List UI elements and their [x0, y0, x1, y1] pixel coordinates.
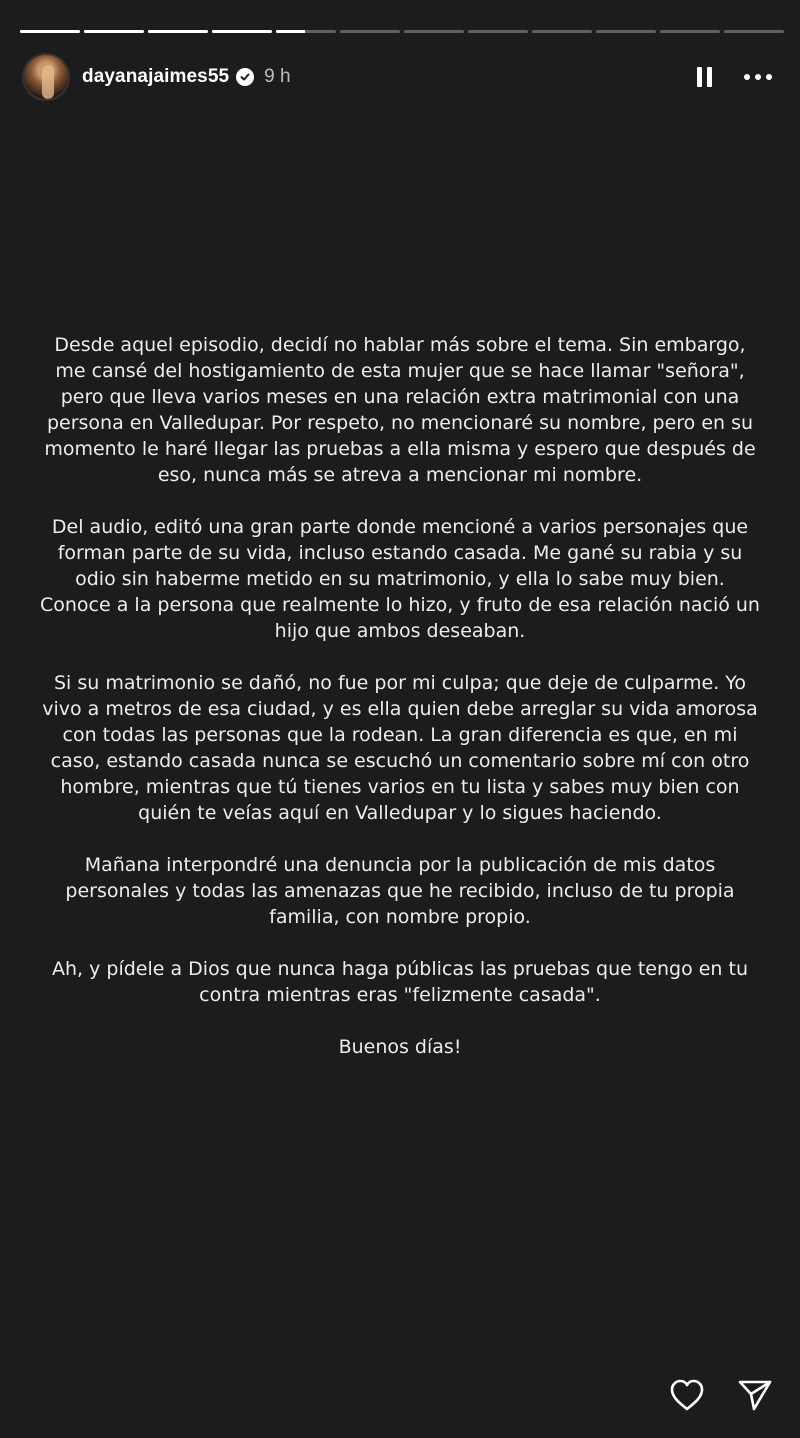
paragraph-4: Mañana interpondré una denuncia por la publicación de mis datos personales y todas las amenazas que he recibido, incluso de tu propia familia, con nombre propio.: [65, 854, 735, 928]
progress-segment-fill: [276, 30, 305, 33]
progress-segment: [84, 30, 144, 33]
progress-segment-fill: [148, 30, 208, 33]
story-footer: [666, 1374, 776, 1416]
more-options-button[interactable]: [738, 57, 778, 97]
paragraph-5: Ah, y pídele a Dios que nunca haga públicas las pruebas que tengo en tu contra mientras eras "felizmente casada".: [51, 958, 749, 1006]
progress-segment-fill: [212, 30, 272, 33]
paragraph-1: Desde aquel episodio, decidí no hablar más sobre el tema. Sin embargo, me cansé del hostigamiento de esta mujer que se hace llamar "señora", pero que lleva varios meses en una relación extra matrimonial con una persona en Valledupar. Por respeto, no mencionaré su nombre, pero en su momento le haré llegar las pruebas a ella misma y espero que después de eso, nunca más se atreva a mencionar mi nombre.: [44, 334, 756, 486]
avatar[interactable]: [22, 53, 70, 101]
story-text: [40, 332, 760, 1060]
paragraph-6: Buenos días!: [338, 1036, 462, 1058]
more-options-icon: [744, 74, 772, 80]
send-icon: [737, 1378, 773, 1412]
paragraph-3: Si su matrimonio se dañó, no fue por mi culpa; que deje de culparme. Yo vivo a metros de esa ciudad, y es ella quien debe arreglar su vida amorosa con todas las personas que la rodean. La gran diferencia es que, en mi caso, estando casada nunca se escuchó un comentario sobre mí con otro hombre, mientras que tú tienes varios en tu lista y sabes muy bien con quién te veías aquí en Valledupar y lo sigues haciendo.: [42, 672, 758, 824]
verified-badge-icon: [236, 68, 254, 86]
story-progress-bar: [20, 30, 784, 33]
pause-icon: [697, 67, 712, 87]
progress-segment: [532, 30, 592, 33]
progress-segment-fill: [20, 30, 80, 33]
username[interactable]: dayanajaimes55: [82, 66, 230, 87]
progress-segment: [596, 30, 656, 33]
progress-segment: [148, 30, 208, 33]
progress-segment: [212, 30, 272, 33]
paragraph-2: Del audio, editó una gran parte donde mencioné a varios personajes que forman parte de su vida, incluso estando casada. Me gané su rabia y su odio sin haberme metido en su matrimonio, y ella lo sabe muy bien. Conoce a la persona que realmente lo hizo, y fruto de esa relación nació un hijo que ambos deseaban.: [40, 516, 760, 642]
pause-button[interactable]: [684, 57, 724, 97]
story-header: [22, 52, 778, 102]
progress-segment: [724, 30, 784, 33]
progress-segment: [20, 30, 80, 33]
progress-segment: [404, 30, 464, 33]
progress-segment: [468, 30, 528, 33]
progress-segment: [660, 30, 720, 33]
post-time: 9 h: [264, 66, 291, 87]
like-button[interactable]: [666, 1374, 708, 1416]
heart-icon: [669, 1378, 705, 1412]
progress-segment: [276, 30, 336, 33]
share-button[interactable]: [734, 1374, 776, 1416]
progress-segment: [340, 30, 400, 33]
progress-segment-fill: [84, 30, 144, 33]
